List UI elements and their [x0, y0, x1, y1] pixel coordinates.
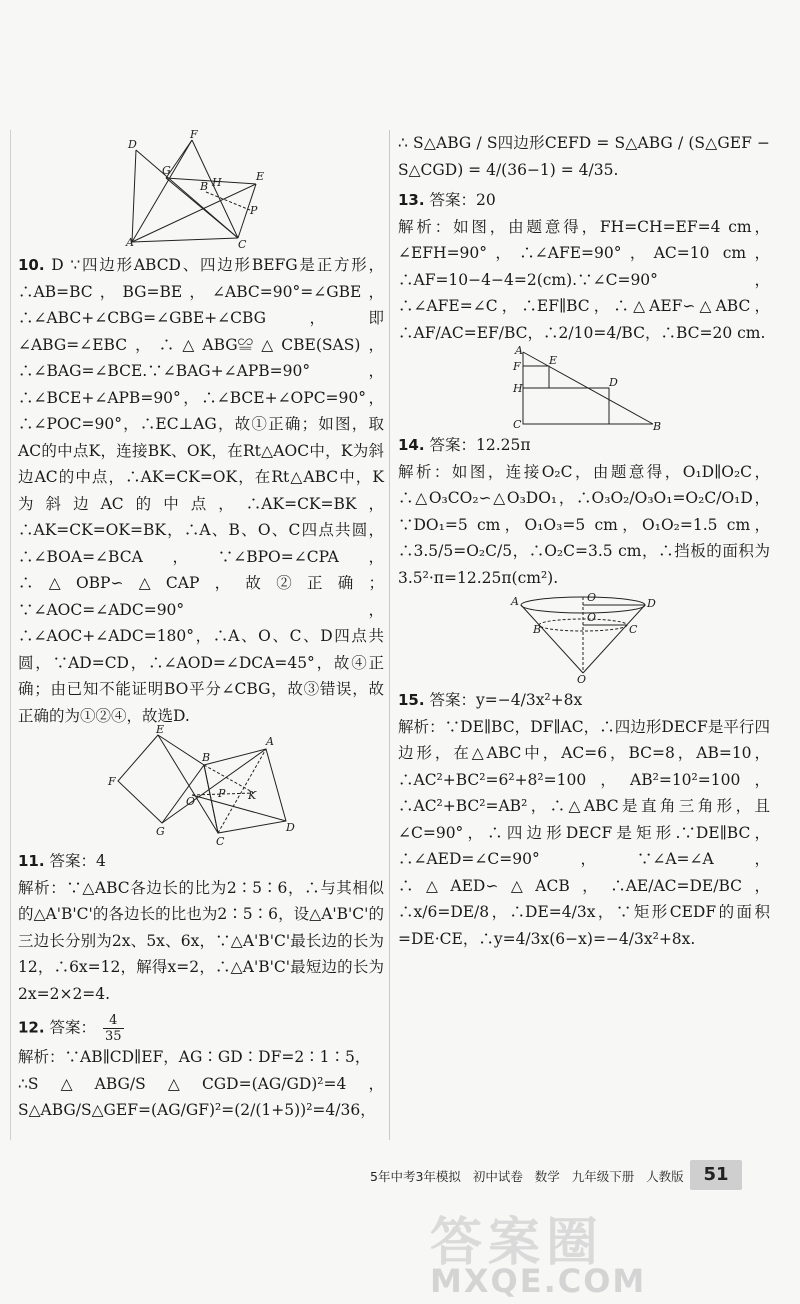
svg-text:C: C: [238, 238, 247, 251]
svg-text:O: O: [587, 591, 597, 604]
fraction-numerator: 4: [103, 1013, 124, 1029]
svg-text:D: D: [286, 821, 295, 834]
q10-text: D ∵四边形ABCD、四边形BEFG是正方形，∴AB=BC，BG=BE，∠ABC=90°=∠GBE，∴∠ABC+∠CBG=∠GBE+∠CBG，即∠ABG=∠EBC，∴△ABG≌△CBE(SAS)，∴∠BAG=∠BCE.∵∠BAG+∠APB=90°，∴∠BCE+∠APB=90°，∴∠BCE+∠OPC=90°，∴∠POC=90°，∴EC⊥AG，故①正确；如图，取AC的中点K，连接BK、OK，在Rt△AOC中，K为斜边AC的中点，∴AK=CK=OK，在Rt△ABC中，K为斜边AC的中点，∴AK=CK=BK，∴AK=CK=OK=BK，∴A、B、O、C四点共圆，∴∠BOA=∠BCA，∵∠BPO=∠CPA，∴△OBP∽△CAP，故②正确；∵∠AOC=∠ADC=90°，∴∠AOC+∠ADC=180°，∴A、O、C、D四点共圆，∵AD=CD，∴∠AOD=∠DCA=45°，故④正确；由已知不能证明BO平分∠CBG，故③错误，故正确的为①②④，故选D.: [18, 256, 384, 725]
q12-explanation: 解析：∵AB∥CD∥EF，AG∶GD∶DF=2∶1∶5，: [18, 1048, 371, 1066]
q15-explanation: 解析：∵DE∥BC，DF∥AC，∴四边形DECF是平行四边形，在△ABC中，AC=6，BC=8，AB=10，∴AC²+BC²=6²+8²=100，AB²=10²=100，∴AC²+BC²=AB²，∴△ABC是直角三角形，且∠C=90°，∴四边形DECF是矩形.∵DE∥BC，∴∠AED=∠C=90°，∵∠A=∠A，∴△AED∽△ACB，∴AE/AC=DE/BC，∴x/6=DE/8，∴DE=4/3x，∵矩形CEDF的面积=DE·CE，∴y=4/3x(6−x)=−4/3x²+8x.: [398, 717, 770, 948]
watermark: [410, 1200, 790, 1300]
q13-explanation: 解析：如图，由题意得，FH=CH=EF=4 cm，∠EFH=90°，∴∠AFE=90°，AC=10 cm，∴AF=10−4−4=2(cm).∵∠C=90°，∴∠AFE=∠C，∴EF∥BC，∴△AEF∽△ABC，∴AF/AC=EF/BC，∴2/10=4/BC，∴BC=20 cm.: [398, 217, 770, 342]
figure-q14: [509, 593, 659, 685]
svg-text:H: H: [212, 176, 222, 189]
q14-number: 14.: [398, 436, 425, 454]
footer-series: 5年中考3年模拟: [370, 1169, 461, 1184]
svg-text:O: O: [577, 673, 587, 686]
svg-text:E: E: [549, 354, 558, 367]
footer-book-info: [370, 1167, 684, 1185]
svg-text:D: D: [647, 597, 656, 610]
figure-q13: [509, 344, 662, 433]
svg-text:F: F: [108, 775, 116, 788]
q13-head: 答案：20: [429, 191, 496, 209]
svg-text:P: P: [218, 787, 226, 800]
svg-text:D: D: [609, 376, 618, 389]
svg-text:C: C: [629, 623, 638, 636]
svg-text:A: A: [515, 344, 523, 357]
q15-number: 15.: [398, 691, 425, 709]
svg-text:E: E: [156, 723, 165, 736]
q10-answer: [18, 252, 384, 729]
q15-head: 答案：y=−4/3x²+8x: [429, 691, 583, 709]
figure-q9: [126, 128, 276, 251]
footer-type: 初中试卷: [472, 1169, 523, 1184]
q12-number: 12.: [18, 1018, 45, 1037]
svg-text:P: P: [250, 204, 258, 217]
svg-text:D: D: [128, 138, 137, 151]
q13-answer: [398, 187, 770, 214]
q12-explanation-formula: ∴S△ABG/S△CGD=(AG/GD)²=4，S△ABG/S△GEF=(AG/GF)²=(2/(1+5))²=4/36，: [18, 1074, 384, 1119]
svg-text:H: H: [513, 382, 523, 395]
q11-explanation: 解析：∵△ABC各边长的比为2∶5∶6，∴与其相似的△A'B'C'的各边长的比也为2∶5∶6，设△A'B'C'的三边长分别为2x、5x、6x，∵△A'B'C'最长边的长为12，∴6x=12，解得x=2，∴△A'B'C'最短边的长为2x=2×2=4.: [18, 878, 384, 1003]
svg-text:K: K: [248, 789, 257, 802]
q14-answer: [398, 432, 770, 459]
q12-answer-fraction: [103, 1013, 124, 1044]
q12-head: 答案：: [49, 1018, 97, 1037]
svg-text:G: G: [156, 825, 165, 838]
q14-explanation: 解析：如图，连接O₂C，由题意得，O₁D∥O₂C，∴△O₃CO₂∽△O₃DO₁，∴O₃O₂/O₃O₁=O₂C/O₁D，∵DO₁=5 cm，O₁O₃=5 cm，O₁O₂=1.5 cm，∴3.5/5=O₂C/5，∴O₂C=3.5 cm，∴挡板的面积为3.5²·π=12.25π(cm²).: [398, 462, 770, 587]
q14-head: 答案：12.25π: [429, 436, 531, 454]
svg-text:A: A: [511, 595, 519, 608]
q15-answer: [398, 687, 770, 714]
left-margin-rule: [10, 130, 11, 1140]
page-number: 51: [690, 1160, 742, 1190]
svg-text:C: C: [216, 835, 225, 848]
svg-text:A: A: [266, 735, 274, 748]
column-divider: [389, 130, 390, 1140]
figure-q10: [106, 723, 296, 848]
watermark-logo-text: 答案圈: [430, 1213, 605, 1273]
svg-text:B: B: [202, 751, 211, 764]
footer-subject: 数学: [534, 1169, 560, 1184]
fraction-denominator: 35: [104, 1029, 122, 1044]
page-footer: [370, 1160, 770, 1190]
right-column: [398, 130, 770, 952]
svg-text:B: B: [653, 420, 662, 433]
svg-text:O: O: [186, 795, 196, 808]
q12-answer: [18, 1013, 384, 1044]
footer-grade: 九年级下册: [571, 1169, 635, 1184]
left-column: [18, 130, 384, 1124]
q11-answer: [18, 848, 384, 875]
q13-number: 13.: [398, 191, 425, 209]
q11-head: 答案：4: [49, 852, 106, 870]
svg-text:F: F: [190, 128, 198, 141]
footer-edition: 人教版: [646, 1169, 684, 1184]
svg-text:F: F: [513, 360, 521, 373]
svg-text:O: O: [587, 611, 597, 624]
q10-number: 10.: [18, 256, 45, 274]
q12-continued-formula: ∴ S△ABG / S四边形CEFD = S△ABG / (S△GEF − S△CGD) = 4/(36−1) = 4/35.: [398, 134, 770, 179]
svg-text:B: B: [533, 623, 542, 636]
svg-text:E: E: [256, 170, 265, 183]
svg-text:G: G: [162, 164, 171, 177]
svg-text:C: C: [513, 418, 522, 431]
svg-text:A: A: [126, 236, 134, 249]
q11-number: 11.: [18, 852, 45, 870]
watermark-url: MXQE.COM: [430, 1262, 647, 1300]
svg-text:B: B: [200, 180, 209, 193]
